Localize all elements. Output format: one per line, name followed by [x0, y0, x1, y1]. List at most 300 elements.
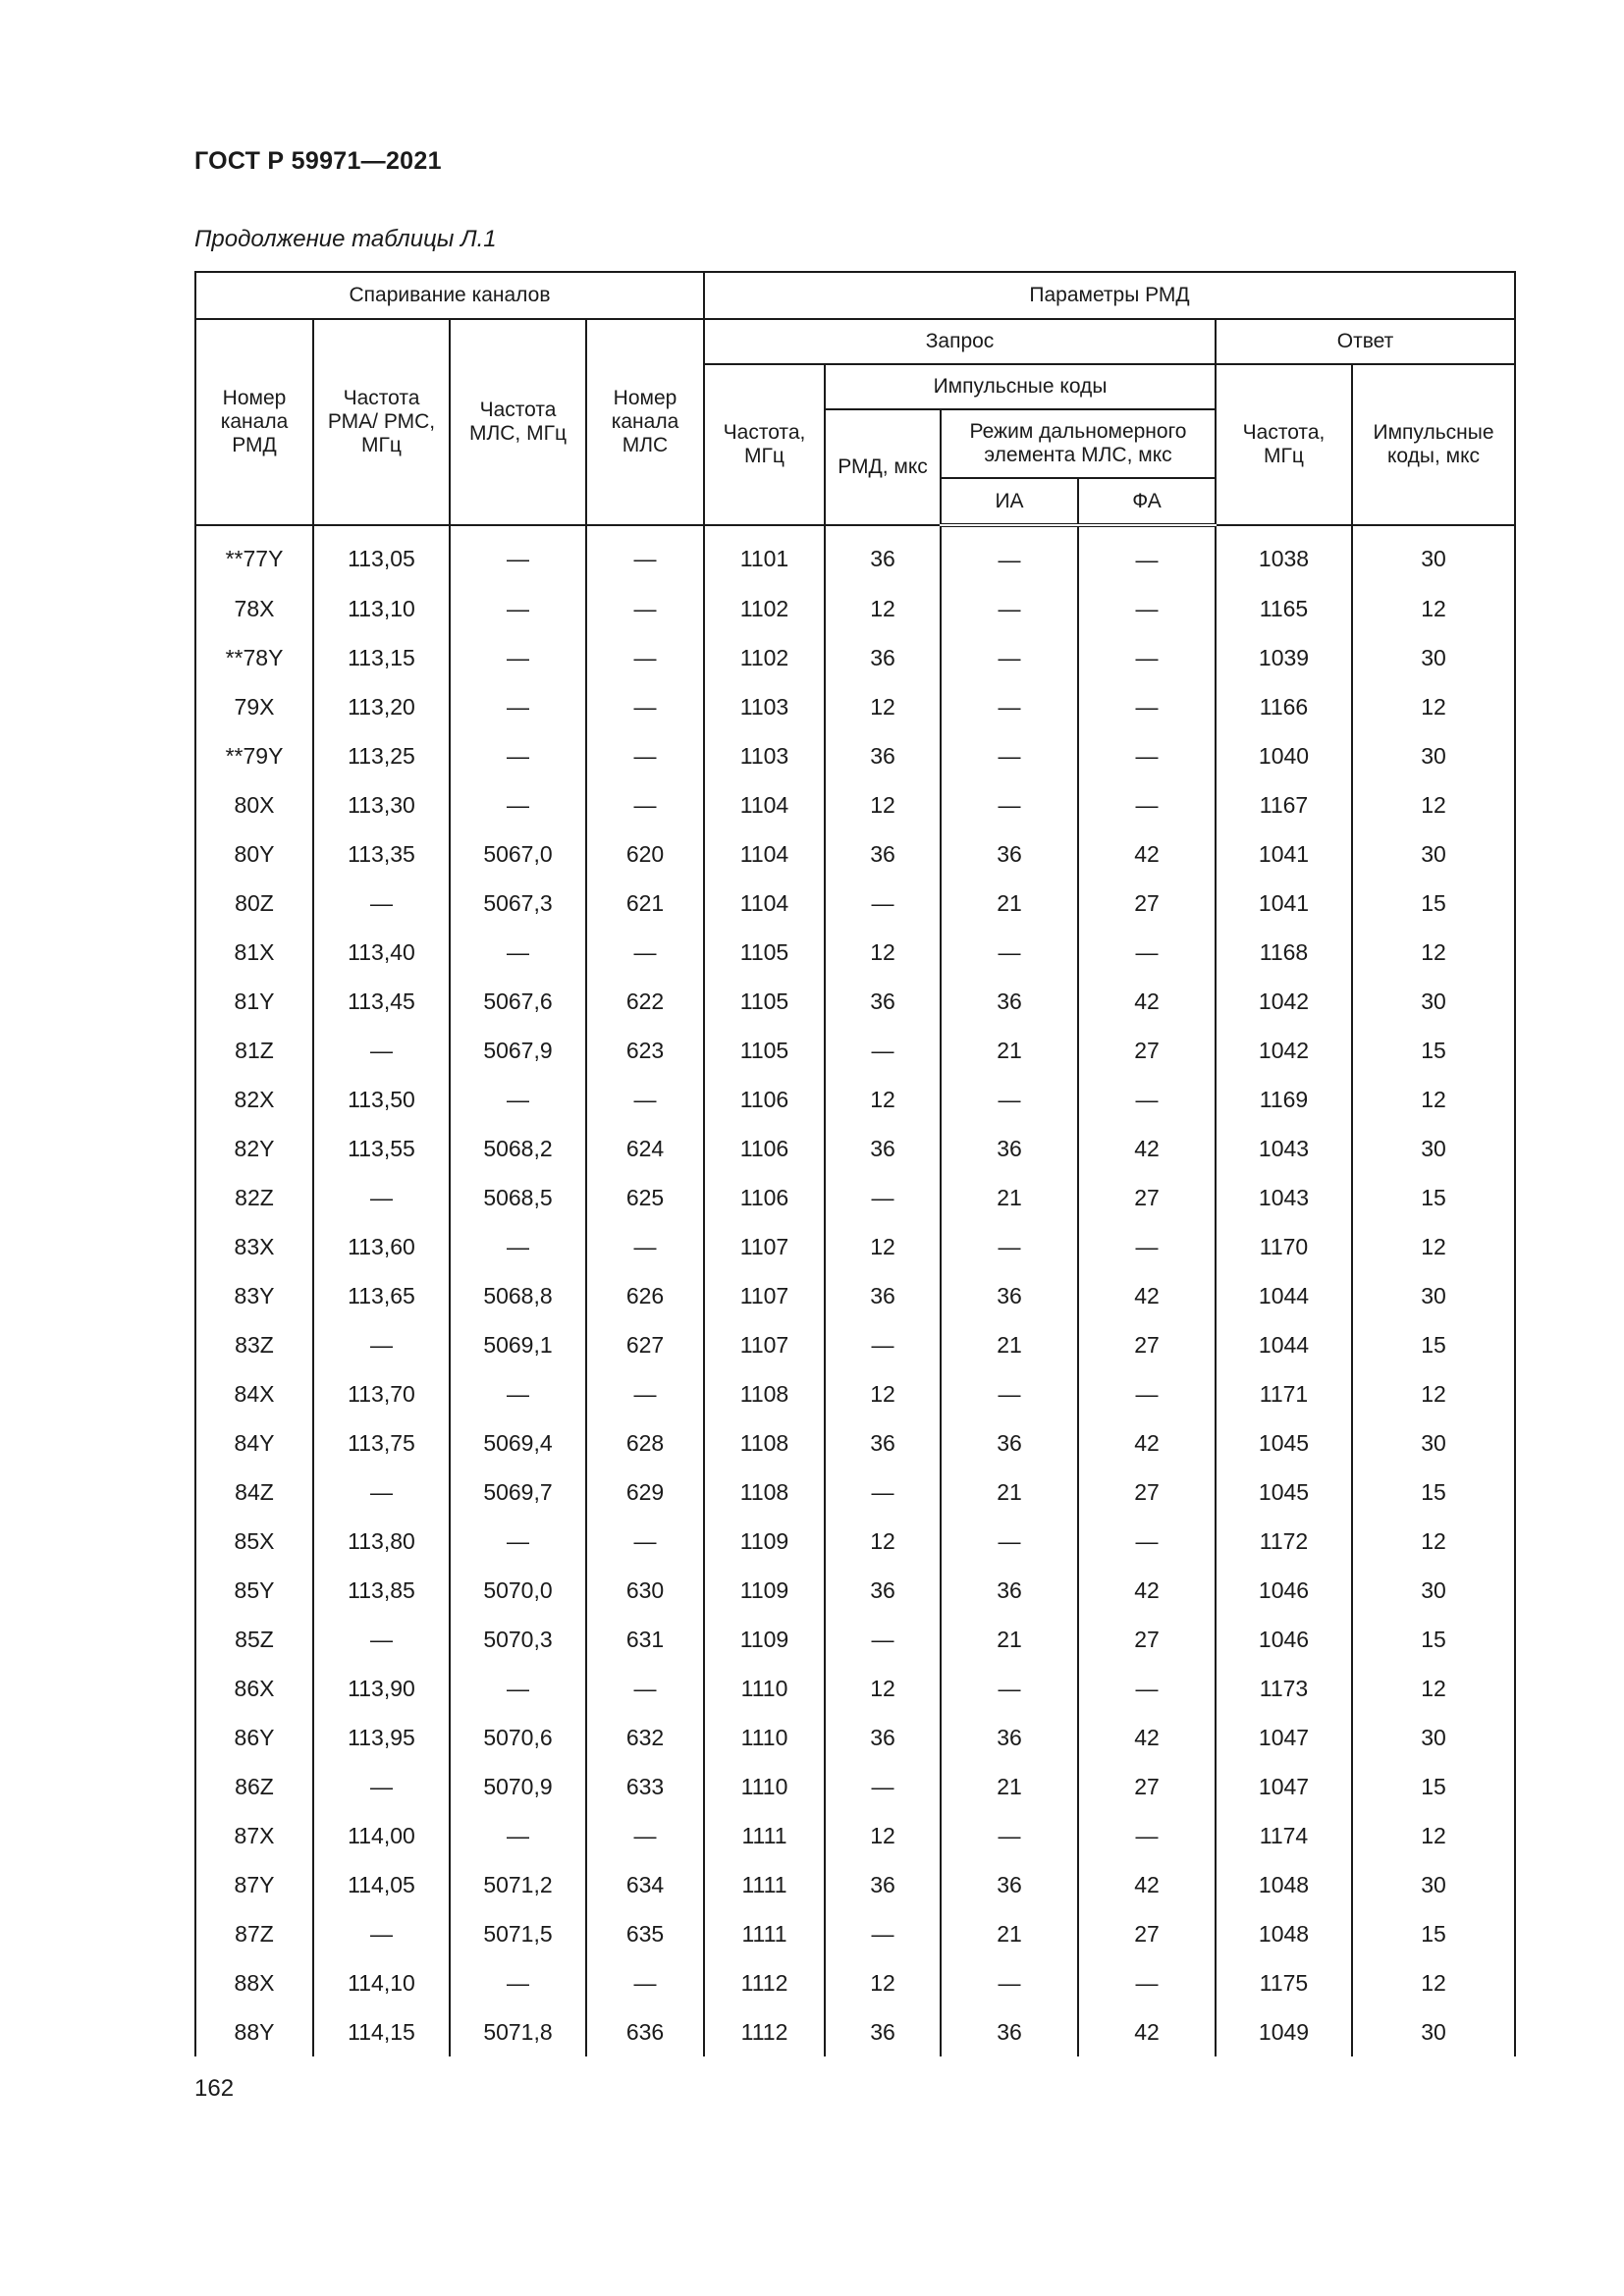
table-cell: 1044: [1216, 1320, 1352, 1369]
table-cell: 5067,0: [450, 829, 586, 879]
table-cell: 1168: [1216, 928, 1352, 977]
table-cell: —: [450, 1369, 586, 1418]
table-cell: 1172: [1216, 1517, 1352, 1566]
table-cell: —: [450, 1811, 586, 1860]
table-cell: 114,10: [313, 1958, 450, 2007]
table-cell: 21: [941, 1173, 1078, 1222]
table-cell: —: [1078, 780, 1216, 829]
table-cell: —: [450, 1517, 586, 1566]
table-cell: 1102: [704, 633, 825, 682]
table-cell: 88Y: [195, 2007, 313, 2056]
table-row: [195, 1369, 1515, 1418]
header-reply-codes: Импульсные коды, мкс: [1352, 364, 1515, 525]
table-cell: 1106: [704, 1124, 825, 1173]
table-cell: 15: [1352, 1173, 1515, 1222]
table-cell: 30: [1352, 977, 1515, 1026]
table-cell: 113,65: [313, 1271, 450, 1320]
table-cell: 1042: [1216, 1026, 1352, 1075]
table-cell: 1047: [1216, 1762, 1352, 1811]
table-cell: 36: [941, 2007, 1078, 2056]
table-cell: 15: [1352, 1320, 1515, 1369]
table-cell: **79Y: [195, 731, 313, 780]
table-cell: —: [1078, 1664, 1216, 1713]
table-cell: 621: [586, 879, 704, 928]
table-cell: 81Z: [195, 1026, 313, 1075]
table-cell: —: [586, 1369, 704, 1418]
table-cell: —: [450, 1222, 586, 1271]
table-cell: 1169: [1216, 1075, 1352, 1124]
table-cell: —: [825, 1173, 941, 1222]
table-cell: —: [941, 1664, 1078, 1713]
table-row: [195, 1517, 1515, 1566]
table-cell: —: [941, 1075, 1078, 1124]
table-cell: 36: [825, 977, 941, 1026]
table-cell: 5067,9: [450, 1026, 586, 1075]
table-cell: 12: [825, 1811, 941, 1860]
header-pairing: Спаривание каналов: [195, 272, 704, 319]
table-cell: 1048: [1216, 1860, 1352, 1909]
table-row: [195, 977, 1515, 1026]
table-cell: 620: [586, 829, 704, 879]
table-cell: —: [825, 1762, 941, 1811]
table-cell: 27: [1078, 1909, 1216, 1958]
table-cell: 12: [1352, 1369, 1515, 1418]
table-cell: 36: [941, 1271, 1078, 1320]
table-cell: 84Z: [195, 1468, 313, 1517]
table-cell: —: [941, 525, 1078, 584]
table-cell: 5068,8: [450, 1271, 586, 1320]
table-cell: 42: [1078, 2007, 1216, 2056]
header-ia: ИА: [941, 478, 1078, 525]
table-cell: 5071,8: [450, 2007, 586, 2056]
table-row: [195, 1418, 1515, 1468]
table-cell: 81Y: [195, 977, 313, 1026]
table-cell: 5069,4: [450, 1418, 586, 1468]
table-cell: 12: [825, 584, 941, 633]
table-cell: 15: [1352, 1762, 1515, 1811]
table-cell: 21: [941, 1615, 1078, 1664]
table-row: [195, 1615, 1515, 1664]
table-cell: 1107: [704, 1320, 825, 1369]
table-cell: 79X: [195, 682, 313, 731]
table-cell: 30: [1352, 1566, 1515, 1615]
table-row: [195, 1075, 1515, 1124]
table-cell: —: [450, 525, 586, 584]
header-mls-freq: Частота МЛС, МГц: [450, 319, 586, 525]
header-dme-params: Параметры РМД: [704, 272, 1515, 319]
table-cell: 1109: [704, 1615, 825, 1664]
table-row: [195, 879, 1515, 928]
table-cell: 85X: [195, 1517, 313, 1566]
table-cell: 624: [586, 1124, 704, 1173]
table-cell: —: [450, 928, 586, 977]
table-cell: 42: [1078, 1271, 1216, 1320]
table-cell: 36: [941, 1860, 1078, 1909]
table-cell: 114,00: [313, 1811, 450, 1860]
table-cell: 5071,5: [450, 1909, 586, 1958]
table-cell: 1041: [1216, 879, 1352, 928]
table-cell: 1111: [704, 1811, 825, 1860]
table-cell: 36: [825, 829, 941, 879]
table-cell: 1039: [1216, 633, 1352, 682]
table-cell: 1043: [1216, 1124, 1352, 1173]
table-cell: 36: [941, 829, 1078, 879]
table-cell: —: [586, 928, 704, 977]
table-cell: 113,15: [313, 633, 450, 682]
table-cell: 85Y: [195, 1566, 313, 1615]
table-cell: —: [313, 1320, 450, 1369]
table-cell: 1104: [704, 829, 825, 879]
table-cell: 12: [1352, 1222, 1515, 1271]
table-cell: 27: [1078, 1173, 1216, 1222]
table-cell: 30: [1352, 731, 1515, 780]
table-cell: 113,50: [313, 1075, 450, 1124]
table-cell: —: [1078, 1369, 1216, 1418]
header-mls-dme-mode: Режим дальномерного элемента МЛС, мкс: [941, 409, 1216, 478]
table-cell: 12: [825, 682, 941, 731]
table-cell: 21: [941, 1762, 1078, 1811]
table-cell: —: [450, 1958, 586, 2007]
table-cell: 36: [825, 1860, 941, 1909]
table-cell: 30: [1352, 633, 1515, 682]
table-cell: 84X: [195, 1369, 313, 1418]
table-cell: 21: [941, 1320, 1078, 1369]
table-cell: 27: [1078, 1615, 1216, 1664]
table-cell: 113,45: [313, 977, 450, 1026]
table-cell: 12: [1352, 928, 1515, 977]
table-cell: 27: [1078, 1762, 1216, 1811]
table-cell: —: [825, 1615, 941, 1664]
table-row: [195, 525, 1515, 584]
table-cell: 36: [825, 633, 941, 682]
table-cell: 30: [1352, 1124, 1515, 1173]
table-cell: 36: [825, 731, 941, 780]
table-cell: 636: [586, 2007, 704, 2056]
table-cell: 5069,7: [450, 1468, 586, 1517]
table-cell: —: [1078, 731, 1216, 780]
table-row: [195, 1713, 1515, 1762]
table-cell: 630: [586, 1566, 704, 1615]
table-row: [195, 1271, 1515, 1320]
table-cell: 1111: [704, 1909, 825, 1958]
table-cell: —: [450, 584, 586, 633]
table-cell: 80Y: [195, 829, 313, 879]
header-pulse-codes: Импульсные коды: [825, 364, 1216, 409]
table-cell: 36: [941, 1124, 1078, 1173]
table-cell: —: [1078, 1075, 1216, 1124]
table-cell: 5068,5: [450, 1173, 586, 1222]
table-cell: 1038: [1216, 525, 1352, 584]
table-cell: 113,10: [313, 584, 450, 633]
table-row: [195, 829, 1515, 879]
table-cell: 1045: [1216, 1418, 1352, 1468]
table-cell: 15: [1352, 879, 1515, 928]
table-header: [195, 272, 1515, 525]
table-cell: 632: [586, 1713, 704, 1762]
table-row: [195, 1026, 1515, 1075]
header-reply-freq: Частота, МГц: [1216, 364, 1352, 525]
header-dme-us: РМД, мкс: [825, 409, 941, 525]
table-cell: —: [313, 1909, 450, 1958]
table-cell: —: [941, 633, 1078, 682]
table-cell: 85Z: [195, 1615, 313, 1664]
table-cell: 5070,3: [450, 1615, 586, 1664]
table-cell: —: [586, 1222, 704, 1271]
table-row: [195, 1124, 1515, 1173]
table-cell: 1109: [704, 1517, 825, 1566]
table-cell: 628: [586, 1418, 704, 1468]
table-cell: 83Y: [195, 1271, 313, 1320]
table-cell: **78Y: [195, 633, 313, 682]
table-cell: 635: [586, 1909, 704, 1958]
table-cell: 5070,9: [450, 1762, 586, 1811]
table-cell: 36: [825, 1124, 941, 1173]
table-cell: —: [450, 1664, 586, 1713]
table-cell: 1042: [1216, 977, 1352, 1026]
table-cell: 30: [1352, 1713, 1515, 1762]
table-cell: —: [1078, 633, 1216, 682]
table-cell: 12: [1352, 1664, 1515, 1713]
table-cell: 113,70: [313, 1369, 450, 1418]
table-cell: 21: [941, 1909, 1078, 1958]
table-caption: Продолжение таблицы Л.1: [194, 226, 497, 252]
table-row: [195, 928, 1515, 977]
table-cell: 87X: [195, 1811, 313, 1860]
table-cell: —: [825, 1909, 941, 1958]
table-cell: —: [313, 1762, 450, 1811]
table-cell: 1046: [1216, 1615, 1352, 1664]
table-row: [195, 731, 1515, 780]
header-reply: Ответ: [1216, 319, 1515, 364]
table-cell: 622: [586, 977, 704, 1026]
table-cell: 113,25: [313, 731, 450, 780]
table-cell: 42: [1078, 1124, 1216, 1173]
table-cell: 21: [941, 1468, 1078, 1517]
table-cell: 1110: [704, 1664, 825, 1713]
table-cell: 12: [1352, 584, 1515, 633]
table-cell: —: [313, 1615, 450, 1664]
table-cell: 633: [586, 1762, 704, 1811]
table-row: [195, 584, 1515, 633]
table-cell: —: [450, 780, 586, 829]
table-cell: 12: [1352, 1517, 1515, 1566]
table-cell: 12: [825, 1958, 941, 2007]
table-cell: —: [941, 1222, 1078, 1271]
table-cell: 1107: [704, 1271, 825, 1320]
table-cell: 1106: [704, 1173, 825, 1222]
table-cell: 86Z: [195, 1762, 313, 1811]
table-cell: —: [1078, 1222, 1216, 1271]
table-cell: 36: [941, 1566, 1078, 1615]
header-mls-channel: Номер канала МЛС: [586, 319, 704, 525]
table-cell: 30: [1352, 525, 1515, 584]
table-cell: 1104: [704, 780, 825, 829]
table-cell: 15: [1352, 1468, 1515, 1517]
table-cell: 87Y: [195, 1860, 313, 1909]
table-cell: 1108: [704, 1418, 825, 1468]
table-cell: 5070,6: [450, 1713, 586, 1762]
table-cell: 84Y: [195, 1418, 313, 1468]
table-cell: 631: [586, 1615, 704, 1664]
table-cell: 36: [825, 1566, 941, 1615]
table-cell: 36: [825, 1713, 941, 1762]
table-cell: 5067,3: [450, 879, 586, 928]
table-cell: 12: [1352, 1958, 1515, 2007]
table-cell: —: [1078, 1811, 1216, 1860]
table-cell: 12: [825, 780, 941, 829]
table-cell: 83X: [195, 1222, 313, 1271]
table-cell: 1103: [704, 731, 825, 780]
table-cell: 1102: [704, 584, 825, 633]
table-cell: 1103: [704, 682, 825, 731]
table-cell: —: [825, 879, 941, 928]
page-number: 162: [194, 2075, 235, 2102]
table-cell: 86X: [195, 1664, 313, 1713]
table-cell: 1109: [704, 1566, 825, 1615]
table-cell: 30: [1352, 829, 1515, 879]
table-row: [195, 1860, 1515, 1909]
table-cell: 1040: [1216, 731, 1352, 780]
table-cell: —: [1078, 1517, 1216, 1566]
table-cell: 623: [586, 1026, 704, 1075]
table-cell: 12: [825, 1369, 941, 1418]
header-request: Запрос: [704, 319, 1216, 364]
table-cell: 80X: [195, 780, 313, 829]
table-cell: 113,80: [313, 1517, 450, 1566]
table-cell: 1110: [704, 1713, 825, 1762]
table-cell: —: [313, 1468, 450, 1517]
table-cell: 81X: [195, 928, 313, 977]
table-cell: 113,60: [313, 1222, 450, 1271]
table-cell: 42: [1078, 1713, 1216, 1762]
table-cell: 36: [825, 525, 941, 584]
table-cell: 12: [825, 1075, 941, 1124]
table-cell: 36: [825, 1271, 941, 1320]
table-cell: 113,35: [313, 829, 450, 879]
table-cell: 12: [825, 1664, 941, 1713]
table-cell: 1044: [1216, 1271, 1352, 1320]
table-cell: 15: [1352, 1909, 1515, 1958]
table-cell: 1105: [704, 977, 825, 1026]
table-cell: —: [941, 584, 1078, 633]
table-cell: 5069,1: [450, 1320, 586, 1369]
table-cell: 36: [825, 1418, 941, 1468]
table-cell: 627: [586, 1320, 704, 1369]
table-cell: 86Y: [195, 1713, 313, 1762]
table-cell: 42: [1078, 1860, 1216, 1909]
table-cell: —: [941, 682, 1078, 731]
table-cell: 12: [825, 928, 941, 977]
table-cell: 113,20: [313, 682, 450, 731]
header-dme-channel: Номер канала РМД: [195, 319, 313, 525]
table-cell: 1112: [704, 1958, 825, 2007]
table-cell: 82Y: [195, 1124, 313, 1173]
table-row: [195, 1762, 1515, 1811]
table-cell: 12: [1352, 1075, 1515, 1124]
table-row: [195, 1173, 1515, 1222]
table-cell: 113,05: [313, 525, 450, 584]
table-cell: —: [586, 1517, 704, 1566]
table-cell: 21: [941, 1026, 1078, 1075]
table-cell: 42: [1078, 829, 1216, 879]
table-cell: 114,15: [313, 2007, 450, 2056]
table-cell: 629: [586, 1468, 704, 1517]
table-cell: 5071,2: [450, 1860, 586, 1909]
table-cell: 626: [586, 1271, 704, 1320]
table-cell: —: [313, 1026, 450, 1075]
table-cell: 12: [1352, 780, 1515, 829]
table-cell: 1101: [704, 525, 825, 584]
table-row: [195, 780, 1515, 829]
table-cell: —: [586, 1811, 704, 1860]
table-cell: —: [586, 682, 704, 731]
table-cell: 27: [1078, 1320, 1216, 1369]
table-cell: —: [586, 780, 704, 829]
table-cell: —: [586, 525, 704, 584]
table-cell: —: [313, 1173, 450, 1222]
table-cell: 42: [1078, 977, 1216, 1026]
table-cell: 1043: [1216, 1173, 1352, 1222]
table-cell: 1171: [1216, 1369, 1352, 1418]
table-cell: 1046: [1216, 1566, 1352, 1615]
table-cell: 82X: [195, 1075, 313, 1124]
table-cell: 1049: [1216, 2007, 1352, 2056]
channel-table: [194, 271, 1516, 2056]
table-cell: 30: [1352, 2007, 1515, 2056]
table-cell: —: [450, 731, 586, 780]
table-cell: —: [941, 1369, 1078, 1418]
table-cell: 113,90: [313, 1664, 450, 1713]
table-cell: —: [825, 1468, 941, 1517]
table-cell: —: [586, 1958, 704, 2007]
table-cell: 1104: [704, 879, 825, 928]
table-cell: 1175: [1216, 1958, 1352, 2007]
table-row: [195, 633, 1515, 682]
table-cell: 1105: [704, 1026, 825, 1075]
table-cell: 113,95: [313, 1713, 450, 1762]
table-cell: 1106: [704, 1075, 825, 1124]
table-row: [195, 1811, 1515, 1860]
table-cell: —: [941, 1958, 1078, 2007]
table-cell: 634: [586, 1860, 704, 1909]
table-cell: 1166: [1216, 682, 1352, 731]
table-cell: 36: [825, 2007, 941, 2056]
table-cell: 1047: [1216, 1713, 1352, 1762]
table-cell: —: [1078, 525, 1216, 584]
table-cell: —: [1078, 928, 1216, 977]
table-cell: 1110: [704, 1762, 825, 1811]
table-cell: 5067,6: [450, 977, 586, 1026]
table-cell: 113,85: [313, 1566, 450, 1615]
table-cell: 15: [1352, 1615, 1515, 1664]
table-cell: 1105: [704, 928, 825, 977]
table-cell: 42: [1078, 1566, 1216, 1615]
table-row: [195, 1909, 1515, 1958]
table-cell: 36: [941, 1418, 1078, 1468]
table-cell: 1041: [1216, 829, 1352, 879]
table-cell: 82Z: [195, 1173, 313, 1222]
table-cell: **77Y: [195, 525, 313, 584]
table-cell: 113,55: [313, 1124, 450, 1173]
table-cell: 12: [825, 1222, 941, 1271]
table-cell: 27: [1078, 1468, 1216, 1517]
table-cell: 88X: [195, 1958, 313, 2007]
table-cell: —: [1078, 584, 1216, 633]
table-cell: —: [1078, 682, 1216, 731]
table-cell: —: [941, 1811, 1078, 1860]
table-cell: 625: [586, 1173, 704, 1222]
document-code: ГОСТ Р 59971—2021: [194, 147, 442, 175]
